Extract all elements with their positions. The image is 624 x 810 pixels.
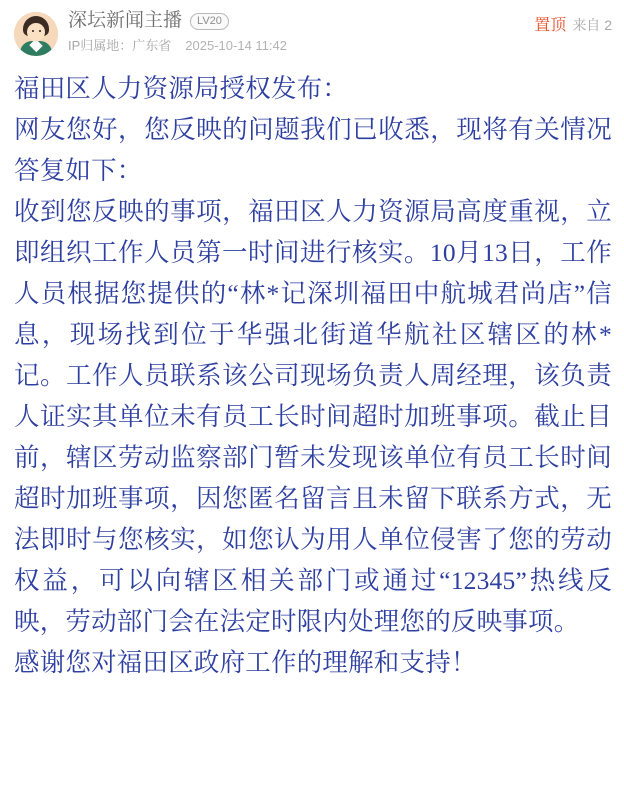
level-badge: LV20 [190,13,229,30]
author-sub-row [68,38,612,54]
avatar[interactable] [14,12,58,56]
post-header [0,0,624,60]
author-name-row [68,10,612,32]
avatar-eye-right [39,30,41,32]
avatar-image[interactable] [14,12,58,56]
avatar-eye-left [32,30,34,32]
author-meta [68,10,612,54]
post-source[interactable]: 来自 2 [572,17,612,33]
pinned-badge: 置顶 [534,17,567,34]
ip-location: IP归属地：广东省 [68,38,172,53]
post-status-area [534,16,612,35]
post-timestamp: 2025-10-14 11:42 [185,38,287,53]
author-nickname[interactable]: 深坛新闻主播 [68,10,183,31]
post-body [0,60,624,683]
avatar-face-shape [27,23,45,41]
post-paragraph: 感谢您对福田区政府工作的理解和支持！ [14,648,477,677]
post-paragraph: 福田区人力资源局授权发布： [14,74,349,103]
post-paragraph: 收到您反映的事项，福田区人力资源局高度重视，立即组织工作人员第一时间进行核实。10月13日，工作人员根据您提供的“林*记深圳福田中航城君尚店”信息，现场找到位于华强北街道华航社区辖区的林*记。工作人员联系该公司现场负责人周经理，该负责人证实其单位未有员工长时间超时加班事项。截止目前，辖区劳动监察部门暂未发现该单位有员工长时间超时加班事项，因您匿名留言且未留下联系方式，无法即时与您核实，如您认为用人单位侵害了您的劳动权益，可以向辖区相关部门或通过“12345”热线反映，劳动部门会在法定时限内处理您的反映事项。 [14,197,612,636]
post-paragraph: 网友您好，您反映的问题我们已收悉，现将有关情况答复如下： [14,115,612,185]
